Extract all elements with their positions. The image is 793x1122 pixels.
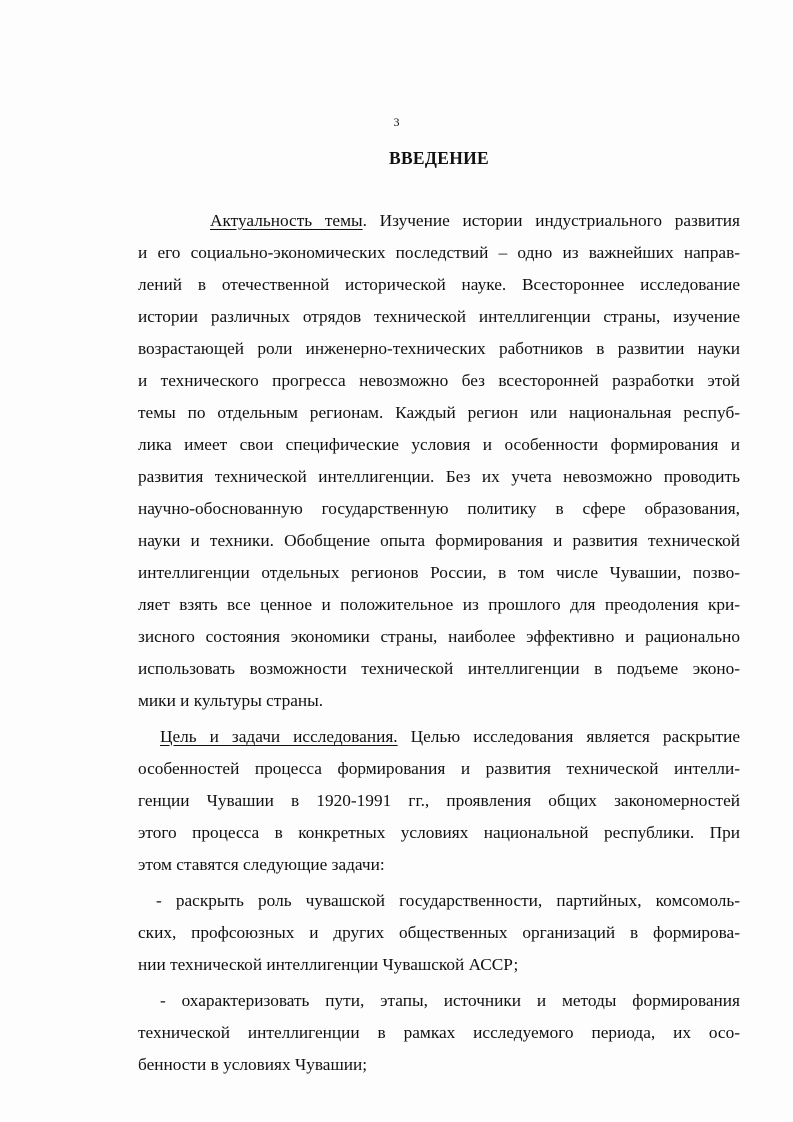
paragraph-line: лений в отечественной исторической науке. Всестороннее исследование (138, 275, 740, 294)
paragraph-line: использовать возможности технической интеллигенции в подъеме эконо- (138, 659, 740, 678)
paragraph-line: этого процесса в конкретных условиях национальной республики. При (138, 823, 740, 842)
paragraph-line: Актуальность темы. Изучение истории индустриального развития (210, 211, 740, 230)
paragraph-line: развития технической интеллигенции. Без их учета невозможно проводить (138, 467, 740, 486)
list-item-line: технической интеллигенции в рамках исследуемого периода, их осо- (138, 1023, 740, 1042)
list-item-line: - охарактеризовать пути, этапы, источники и методы формирования (160, 991, 740, 1010)
paragraph-line: истории различных отрядов технической интеллигенции страны, изучение (138, 307, 740, 326)
paragraph-line: и технического прогресса невозможно без всесторонней разработки этой (138, 371, 740, 390)
paragraph-line: и его социально-экономических последствий – одно из важнейших направ- (138, 243, 740, 262)
section-title: ВВЕДЕНИЕ (388, 148, 490, 168)
page-number: 3 (393, 115, 400, 129)
paragraph-line: Цель и задачи исследования. Целью исследования является раскрытие (160, 727, 740, 746)
list-item-line: - раскрыть роль чувашской государственности, партийных, комсомоль- (156, 891, 740, 910)
paragraph-line: этом ставятся следующие задачи: (138, 855, 385, 874)
list-item-line: ских, профсоюзных и других общественных организаций в формирова- (138, 923, 740, 942)
paragraph-line: особенностей процесса формирования и развития технической интелли- (138, 759, 740, 778)
paragraph-line: мики и культуры страны. (138, 691, 324, 710)
paragraph-line: научно-обоснованную государственную политику в сфере образования, (138, 499, 740, 518)
list-item-line: нии технической интеллигенции Чувашской АССР; (138, 955, 519, 974)
paragraph-line: генции Чувашии в 1920-1991 гг., проявления общих закономерностей (138, 791, 740, 810)
paragraph-line: ляет взять все ценное и положительное из прошлого для преодоления кри- (138, 595, 740, 614)
paragraph-line: лика имеет свои специфические условия и особенности формирования и (138, 435, 740, 454)
paragraph-line: зисного состояния экономики страны, наиболее эффективно и рационально (138, 627, 740, 646)
paragraph-line: темы по отдельным регионам. Каждый регион или национальная респуб- (138, 403, 740, 422)
paragraph-line: науки и техники. Обобщение опыта формирования и развития технической (138, 531, 740, 550)
paragraph-line: возрастающей роли инженерно-технических работников в развитии науки (138, 339, 740, 358)
paragraph-line: интеллигенции отдельных регионов России, в том числе Чувашии, позво- (138, 563, 740, 582)
paragraph-heading: Цель и задачи исследования. (160, 727, 398, 746)
list-item-line: бенности в условиях Чувашии; (138, 1055, 368, 1074)
paragraph-heading: Актуальность темы (210, 211, 363, 230)
